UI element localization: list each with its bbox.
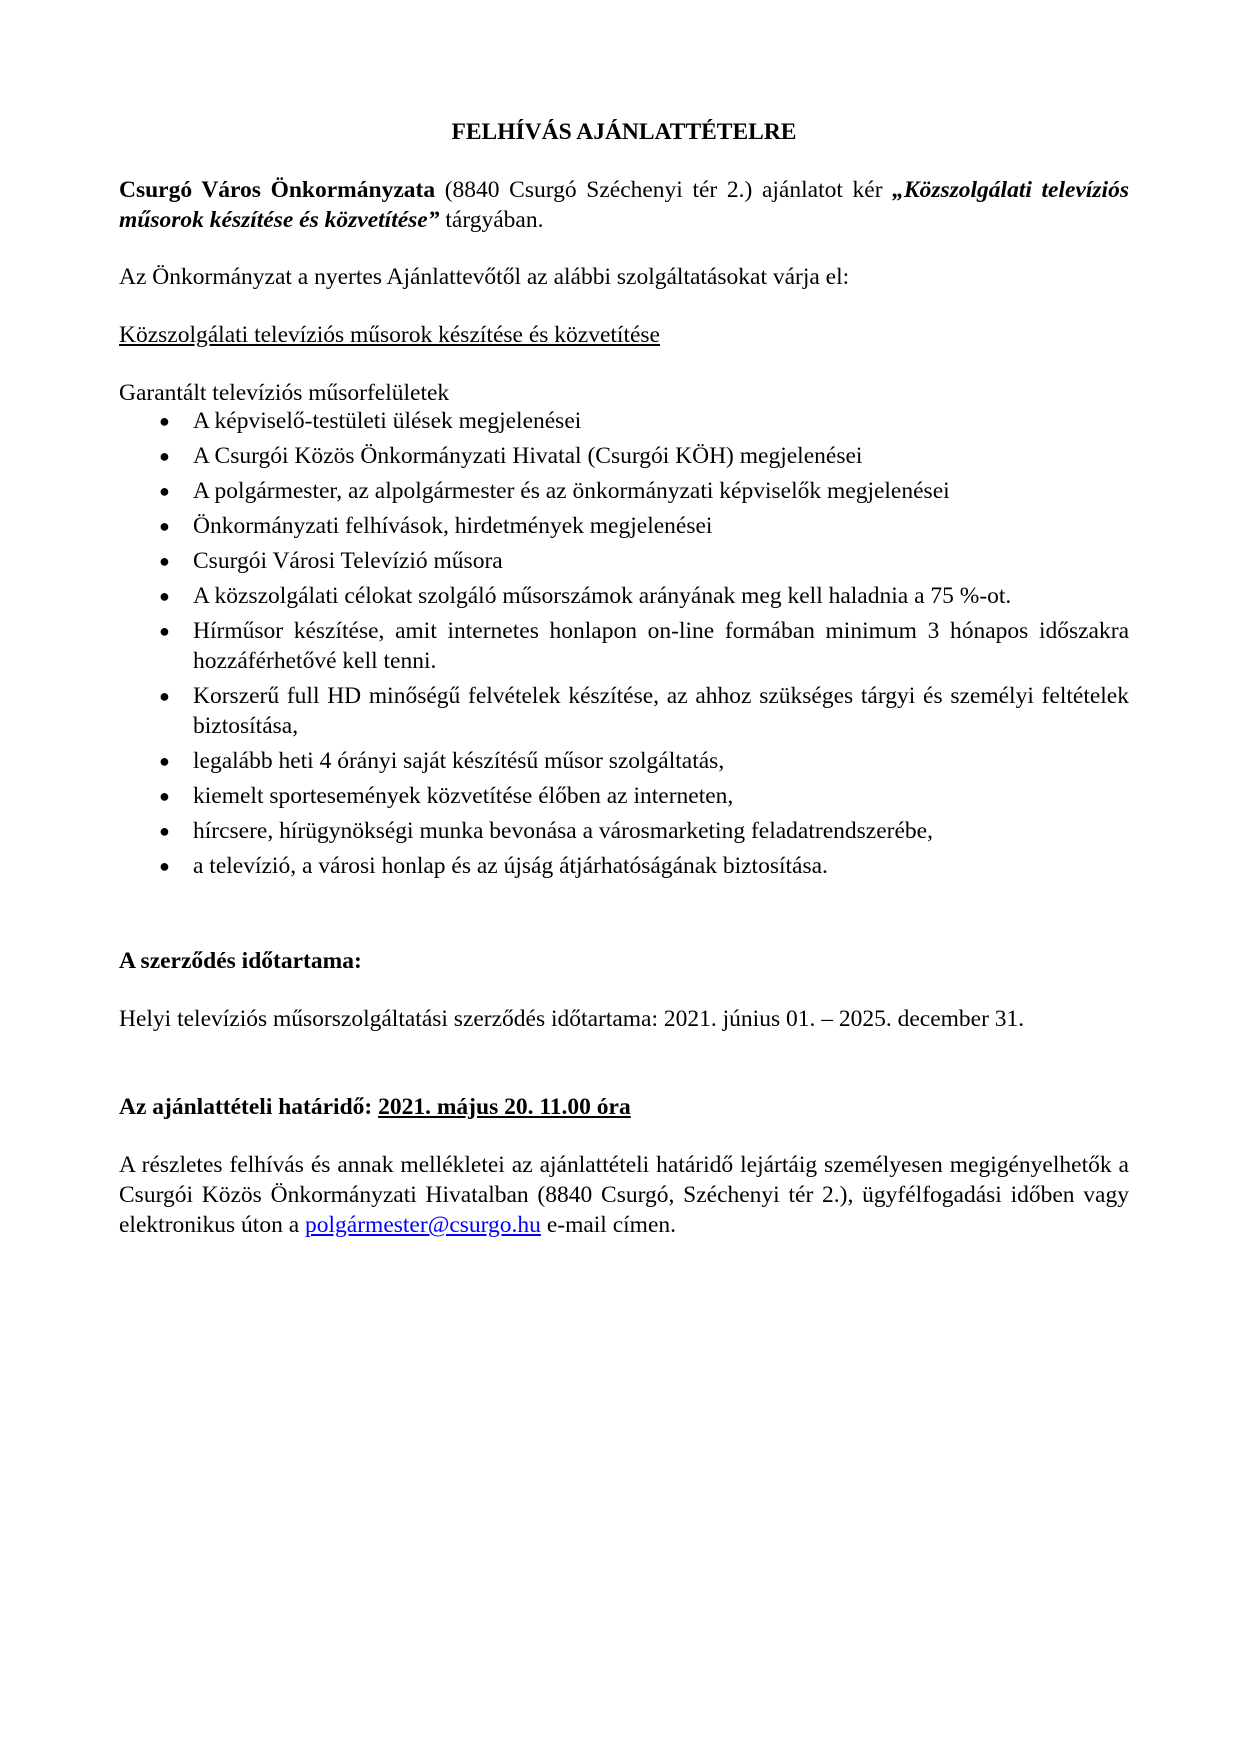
bullet-icon: ● (159, 821, 170, 841)
email-link[interactable]: polgármester@csurgo.hu (305, 1212, 541, 1238)
intro-address: (8840 Csurgó Széchenyi tér 2.) ajánlatot kér (435, 177, 893, 203)
bullet-item (119, 681, 1129, 741)
bullet-icon: ● (159, 446, 170, 466)
bullet-text: legalább heti 4 órányi saját készítésű műsor szolgáltatás, (193, 748, 725, 774)
document-title: FELHÍVÁS AJÁNLATTÉTELRE (451, 119, 797, 145)
deadline-paragraph (119, 1092, 631, 1122)
intro-suffix: tárgyában. (439, 207, 544, 233)
bullet-icon: ● (159, 516, 170, 536)
bullet-item (119, 406, 1129, 436)
bullet-text: hírcsere, hírügynökségi munka bevonása a városmarketing feladatrendszerébe, (193, 818, 933, 844)
bullet-icon: ● (159, 786, 170, 806)
bullet-text: A polgármester, az alpolgármester és az önkormányzati képviselők megjelenései (193, 478, 950, 504)
service-heading: Közszolgálati televíziós műsorok készítése és közvetítése (119, 322, 660, 348)
bullet-item (119, 616, 1129, 676)
bullet-text: Hírműsor készítése, amit internetes honlapon on-line formában minimum 3 hónapos időszakra hozzáférhetővé kell tenni. (193, 618, 1129, 674)
bullet-text: A képviselő-testületi ülések megjelenései (193, 408, 582, 434)
bullet-item (119, 851, 1129, 881)
details-text: A részletes felhívás és annak mellékletei az ajánlattételi határidő lejártáig személyesen megigényelhetők a Csurgói Közös Önkormányzati Hivatalban (8840 Csurgó, Széchenyi tér 2.), ügyfélfogadási időben vagy elektronikus úton a (119, 1152, 1129, 1238)
details-paragraph (119, 1150, 1129, 1240)
bullet-text: Csurgói Városi Televízió műsora (193, 548, 503, 574)
bullet-text: kiemelt sportesemények közvetítése élőben az interneten, (193, 783, 734, 809)
bullet-item (119, 511, 1129, 541)
bullet-icon: ● (159, 411, 170, 431)
bullet-icon: ● (159, 686, 170, 706)
duration-paragraph: Helyi televíziós műsorszolgáltatási szerződés időtartama: 2021. június 01. – 2025. december 31. (119, 1006, 1025, 1032)
intro-paragraph (119, 175, 1129, 235)
guaranteed-heading: Garantált televíziós műsorfelületek (119, 380, 450, 406)
bullet-text: Önkormányzati felhívások, hirdetmények megjelenései (193, 513, 713, 539)
deadline-date: 2021. május 20. 11.00 óra (378, 1094, 631, 1120)
organization-name: Csurgó Város Önkormányzata (119, 177, 436, 203)
bullet-item (119, 441, 1129, 471)
bullet-icon: ● (159, 481, 170, 501)
bullet-text: a televízió, a városi honlap és az újság átjárhatóságának biztosítása. (193, 853, 828, 879)
bullet-icon: ● (159, 856, 170, 876)
duration-heading: A szerződés időtartama: (119, 948, 362, 974)
bullet-icon: ● (159, 551, 170, 571)
bullet-item (119, 746, 1129, 776)
bullet-text: Korszerű full HD minőségű felvételek készítése, az ahhoz szükséges tárgyi és személyi feltételek biztosítása, (193, 683, 1129, 739)
bullet-text: A közszolgálati célokat szolgáló műsorszámok arányának meg kell haladnia a 75 %-ot. (193, 583, 1012, 609)
services-bullet-list (119, 406, 1129, 886)
bullet-icon: ● (159, 621, 170, 641)
details-suffix: e-mail címen. (540, 1212, 677, 1238)
deadline-label: Az ajánlattételi határidő: (119, 1094, 379, 1120)
bullet-text: A Csurgói Közös Önkormányzati Hivatal (Csurgói KÖH) megjelenései (193, 443, 863, 469)
tender-subject: „Közszolgálati televíziós műsorok készítése és közvetítése” (119, 177, 1129, 233)
bullet-icon: ● (159, 586, 170, 606)
bullet-item (119, 816, 1129, 846)
bullet-item (119, 476, 1129, 506)
bullet-icon: ● (159, 751, 170, 771)
bullet-item (119, 781, 1129, 811)
bullet-item (119, 581, 1129, 611)
expectation-paragraph: Az Önkormányzat a nyertes Ajánlattevőtől az alábbi szolgáltatásokat várja el: (119, 264, 850, 290)
bullet-item (119, 546, 1129, 576)
